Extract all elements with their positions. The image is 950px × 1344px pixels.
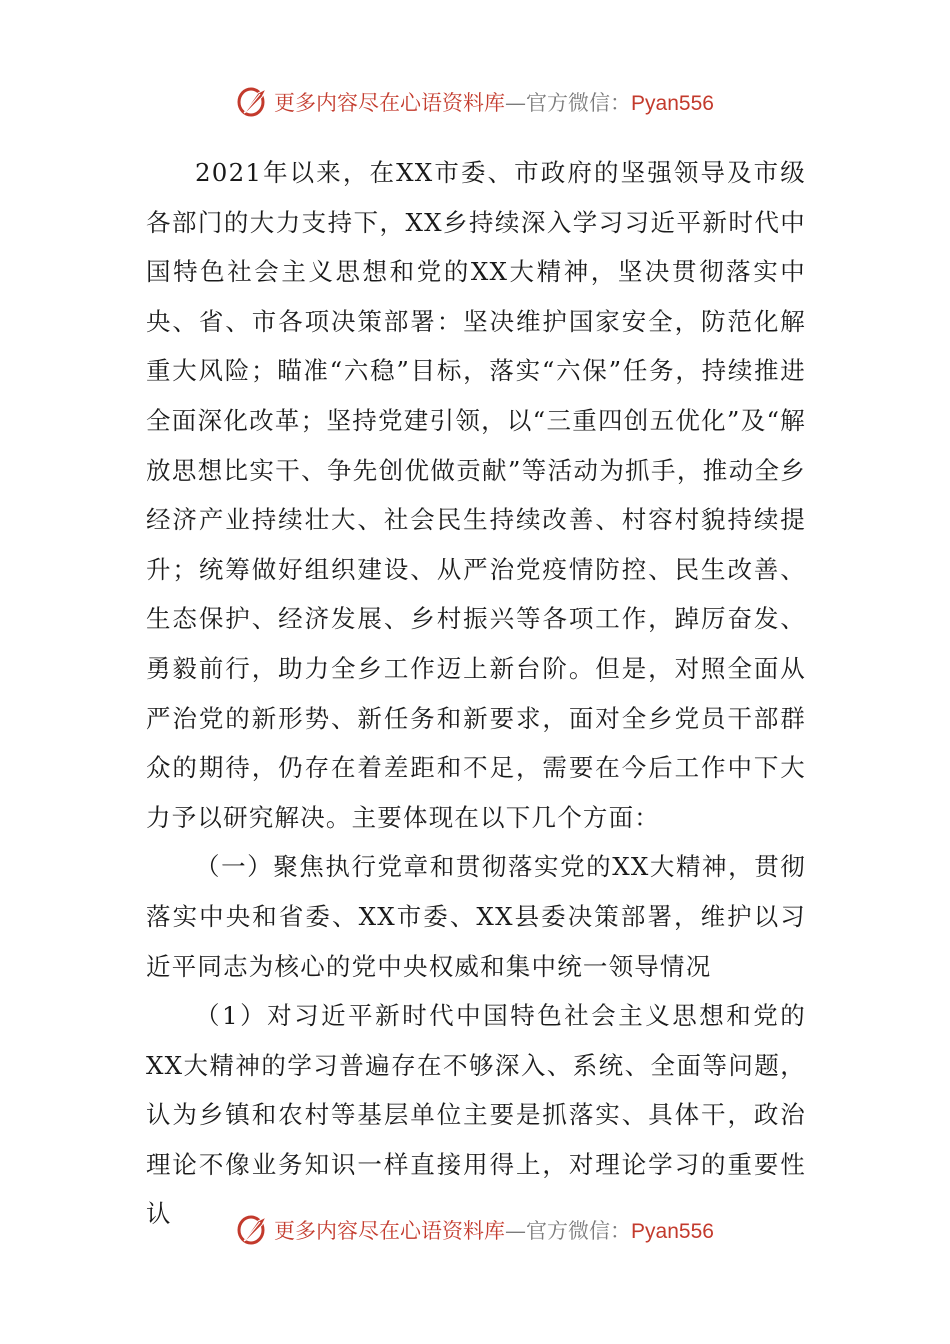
paragraph-item-1: （1）对习近平新时代中国特色社会主义思想和党的XX大精神的学习普遍存在不够深入、系统、全面等问题，认为乡镇和农村等基层单位主要是抓落实、具体干，政治理论不像业务知识一样直接用得上，对理论学习的重要性认 xyxy=(146,1001,806,1229)
watermark-dash: — xyxy=(505,1219,527,1243)
watermark-wechat-id: Pyan556 xyxy=(631,1220,714,1243)
watermark-site-text: 更多内容尽在心语资料库 xyxy=(274,91,506,115)
quill-logo-icon xyxy=(236,85,270,119)
watermark-wechat-label: 官方微信： xyxy=(526,1219,632,1243)
document-body xyxy=(146,148,806,1239)
watermark-site-text: 更多内容尽在心语资料库 xyxy=(274,1219,506,1243)
header-watermark-banner xyxy=(0,82,950,122)
watermark-wechat-label: 官方微信： xyxy=(526,91,632,115)
watermark-text xyxy=(274,87,714,117)
paragraph-section-heading: （一）聚焦执行党章和贯彻落实党的XX大精神，贯彻落实中央和省委、XX市委、XX县委决策部署，维护以习近平同志为核心的党中央权威和集中统一领导情况 xyxy=(146,852,806,981)
watermark-dash: — xyxy=(505,91,527,115)
quill-logo-icon xyxy=(236,1213,270,1247)
watermark-text xyxy=(274,1215,714,1245)
watermark-wechat-id: Pyan556 xyxy=(631,92,714,115)
footer-watermark-banner xyxy=(0,1210,950,1250)
paragraph-intro: 2021年以来，在XX市委、市政府的坚强领导及市级各部门的大力支持下，XX乡持续深入学习习近平新时代中国特色社会主义思想和党的XX大精神，坚决贯彻落实中央、省、市各项决策部署：坚决维护国家安全，防范化解重大风险；瞄准“六稳”目标，落实“六保”任务，持续推进全面深化改革；坚持党建引领，以“三重四创五优化”及“解放思想比实干、争先创优做贡献”等活动为抓手，推动全乡经济产业持续壮大、社会民生持续改善、村容村貌持续提升；统筹做好组织建设、从严治党疫情防控、民生改善、生态保护、经济发展、乡村振兴等各项工作，踔厉奋发、勇毅前行，助力全乡工作迈上新台阶。但是，对照全面从严治党的新形势、新任务和新要求，面对全乡党员干部群众的期待，仍存在着差距和不足，需要在今后工作中下大力予以研究解决。主要体现在以下几个方面： xyxy=(146,158,806,832)
